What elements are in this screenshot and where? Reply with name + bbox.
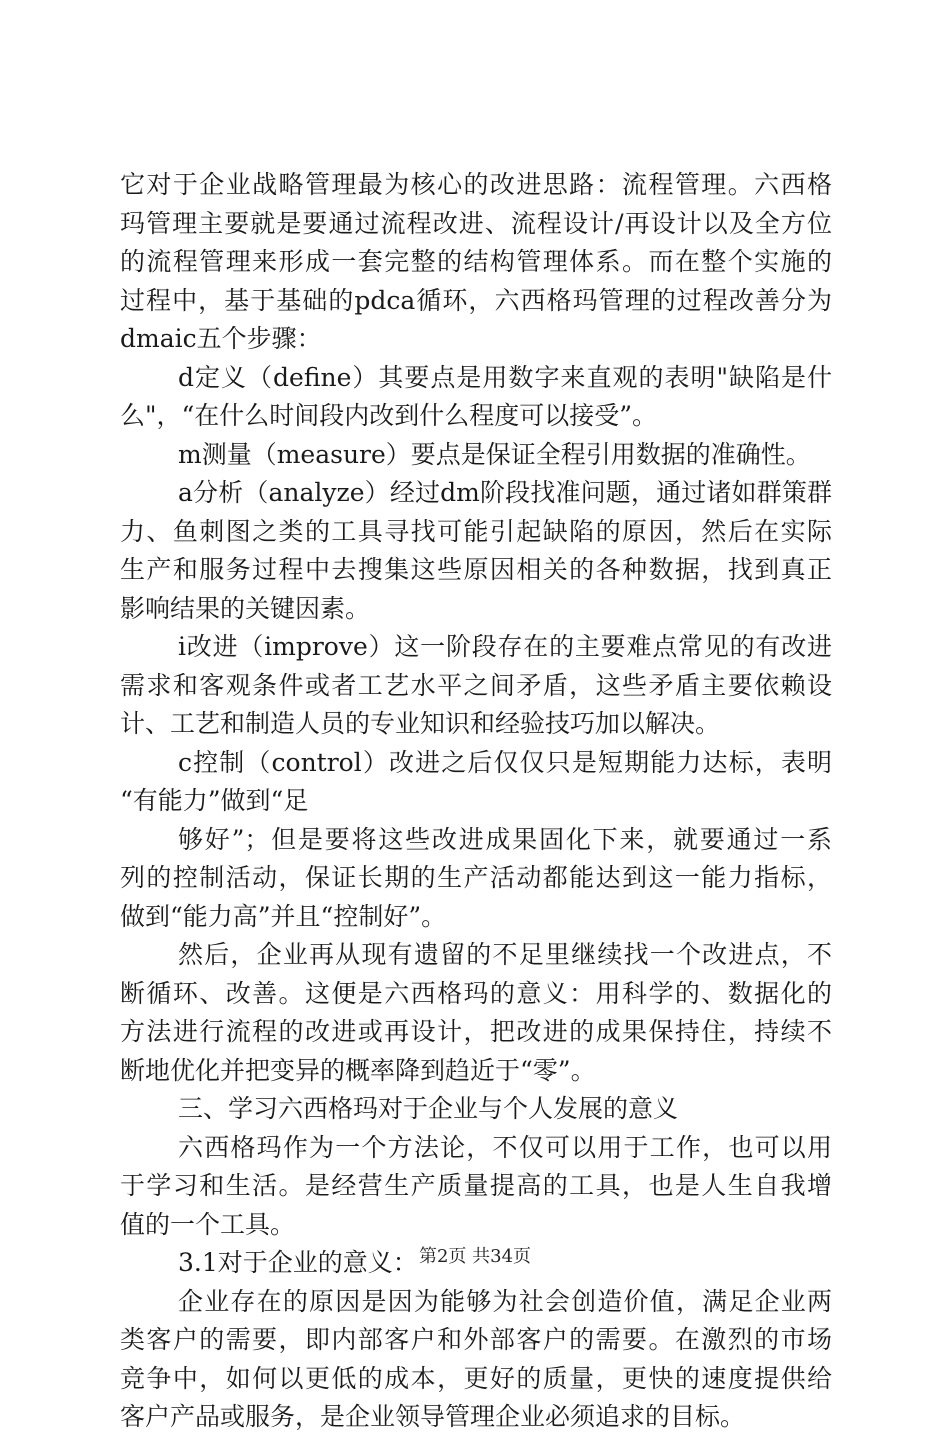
text-line: 断循环、改善。这便是六西格玛的意义：用科学的、数据化的 [120,978,832,1008]
text-line: 生产和服务过程中去搜集这些原因相关的各种数据，找到真正 [120,555,832,584]
text-line: 3.1对于企业的意义： [178,1248,418,1277]
text-line: 么"，“在什么时间段内改到什么程度可以接受”。 [120,401,658,430]
text-line: 计、工艺和制造人员的专业知识和经验技巧加以解决。 [120,709,721,738]
text-line: 六西格玛作为一个方法论，不仅可以用于工作，也可以用 [178,1132,832,1162]
page-footer: 第2页 共34页 [418,1246,532,1267]
text-line: 值的一个工具。 [120,1209,296,1239]
text-line: 影响结果的关键因素。 [120,593,371,623]
text-line: m测量（measure）要点是保证全程引用数据的准确性。 [178,439,811,469]
text-line: 断地优化并把变异的概率降到趋近于“零”。 [120,1055,596,1085]
text-line: 力、鱼刺图之类的工具寻找可能引起缺陷的原因，然后在实际 [120,516,832,546]
text-line: 三、学习六西格玛对于企业与个人发展的意义 [178,1094,679,1123]
text-line: d定义（define）其要点是用数字来直观的表明"缺陷是什 [178,362,832,392]
text-line: 于学习和生活。是经营生产质量提高的工具，也是人生自我增 [120,1171,832,1200]
text-line: 企业存在的原因是因为能够为社会创造价值，满足企业两 [178,1286,832,1316]
text-line: a分析（analyze）经过dm阶段找准问题，通过诸如群策群 [178,478,832,507]
text-line: 够好”；但是要将这些改进成果固化下来，就要通过一系 [178,824,832,854]
text-line: 做到“能力高”并且“控制好”。 [120,901,447,931]
text-line: 方法进行流程的改进或再设计，把改进的成果保持住，持续不 [120,1017,832,1046]
text-line: 客户产品或服务，是企业领导管理企业必须追求的目标。 [120,1402,746,1431]
text-line: 然后，企业再从现有遗留的不足里继续找一个改进点，不 [178,940,832,969]
text-line: 的流程管理来形成一套完整的结构管理体系。而在整个实施的 [120,247,832,276]
text-line: 需求和客观条件或者工艺水平之间矛盾，这些矛盾主要依赖设 [120,670,832,700]
text-line: c控制（control）改进之后仅仅只是短期能力达标，表明 [178,747,832,777]
text-line: i改进（improve）这一阶段存在的主要难点常见的有改进 [178,632,832,661]
text-line: 竞争中，如何以更低的成本，更好的质量，更快的速度提供给 [120,1363,832,1393]
text-line: “有能力”做到“足 [120,786,309,815]
text-line: 类客户的需要，即内部客户和外部客户的需要。在激烈的市场 [120,1325,832,1354]
text-line: dmaic五个步骤： [120,324,322,353]
text-line: 它对于企业战略管理最为核心的改进思路：流程管理。六西格 [120,170,832,199]
text-line: 列的控制活动，保证长期的生产活动都能达到这一能力指标， [120,863,832,892]
text-line: 过程中，基于基础的pdca循环，六西格玛管理的过程改善分为 [120,285,832,315]
text-line: 玛管理主要就是要通过流程改进、流程设计/再设计以及全方位 [120,208,832,238]
